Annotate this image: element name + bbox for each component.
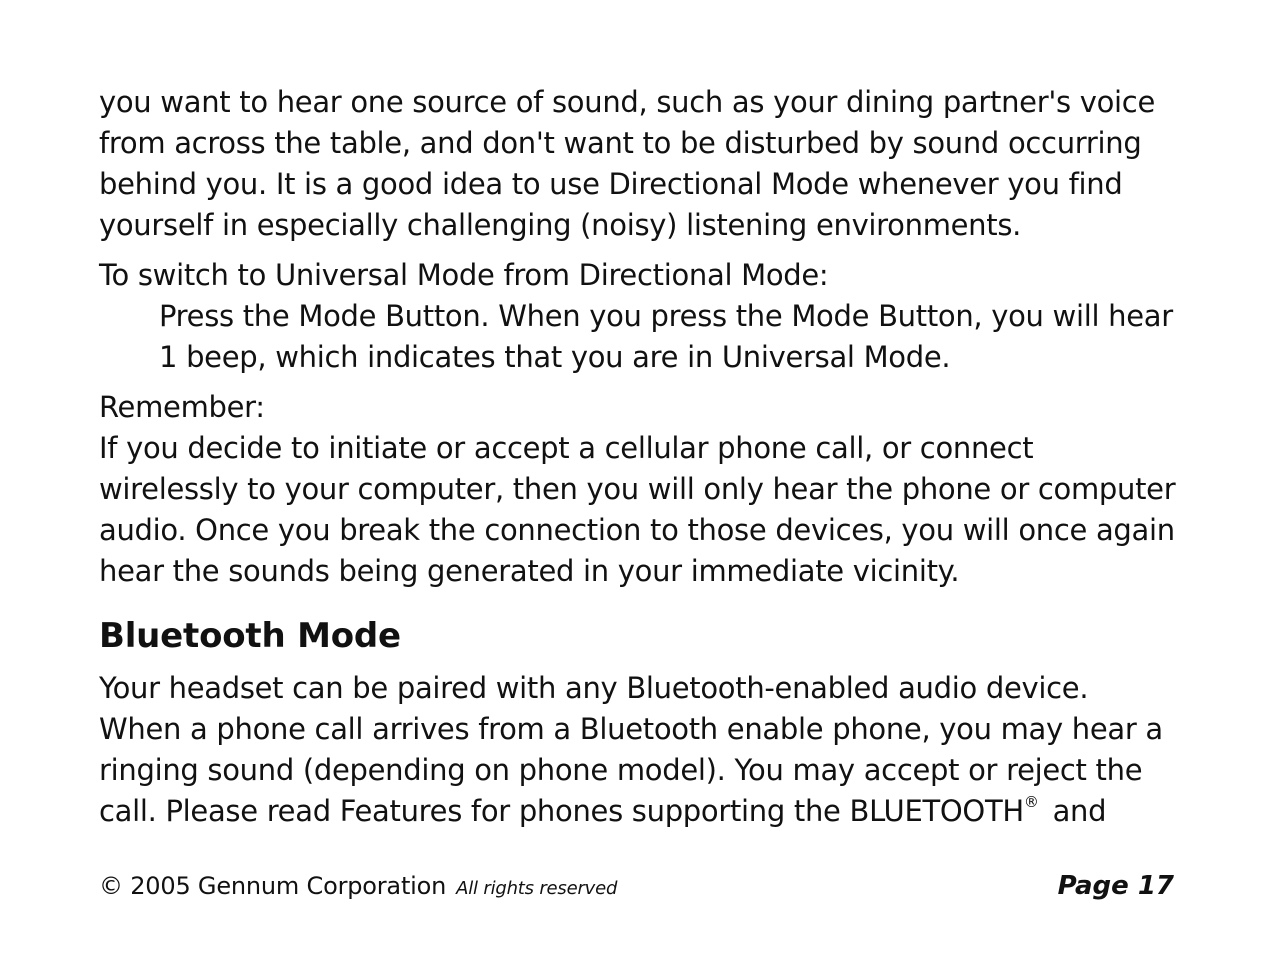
section-heading-bluetooth: Bluetooth Mode	[99, 616, 401, 656]
bluetooth-text-end: and	[1052, 794, 1107, 828]
copyright-text: © 2005 Gennum Corporation	[99, 872, 447, 900]
page-footer	[99, 868, 1174, 904]
page-content	[99, 82, 1179, 832]
registered-mark: ®	[1023, 793, 1039, 811]
switch-instruction-heading: To switch to Universal Mode from Directional Mode:	[99, 258, 829, 292]
remember-label: Remember:	[99, 390, 265, 424]
switch-instruction-steps: Press the Mode Button. When you press the Mode Button, you will hear 1 beep, which indicates that you are in Universal Mode.	[159, 299, 1173, 374]
page-number: Page 17	[1057, 871, 1174, 901]
rights-reserved: All rights reserved	[456, 878, 618, 899]
bluetooth-text: Your headset can be paired with any Bluetooth-enabled audio device. When a phone call arrives from a Bluetooth enable phone, you may hear a ringing sound (depending on phone model). You may accept or reject the call. Please read Features for phones supporting the BLUETOOTH	[99, 671, 1163, 828]
intro-paragraph: you want to hear one source of sound, such as your dining partner's voice from across the table, and don't want to be disturbed by sound occurring behind you. It is a good idea to use Directional Mode whenever you find yourself in especially challenging (noisy) listening environments.	[99, 85, 1155, 242]
bluetooth-paragraph	[99, 668, 1179, 832]
remember-text: If you decide to initiate or accept a cellular phone call, or connect wirelessly to your computer, then you will only hear the phone or computer audio. Once you break the connection to those devices, you will once again hear the sounds being generated in your immediate vicinity.	[99, 431, 1176, 588]
copyright-notice	[99, 868, 617, 907]
